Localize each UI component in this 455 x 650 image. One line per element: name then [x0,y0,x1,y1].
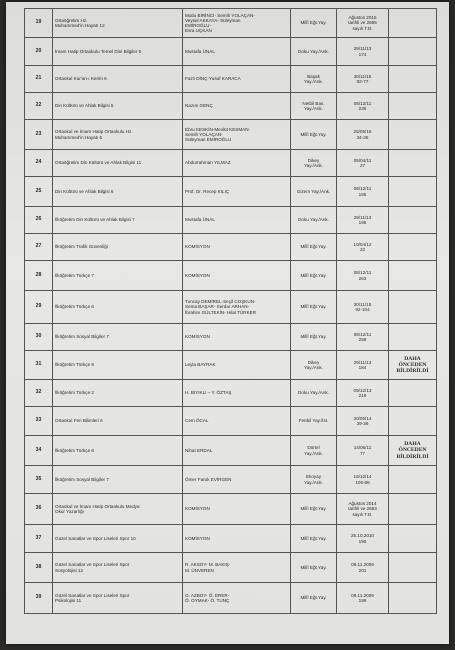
publisher-cell [291,234,337,261]
approval-date-line: 201 [358,567,367,573]
table-row [25,466,437,494]
approval-date-line: 263 [358,275,367,281]
table-row [25,9,437,38]
approval-date-line: 29/11/13 [353,214,372,220]
table-row [25,525,437,553]
approval-date-line: 08/12/11 [353,270,372,276]
approval-date-cell [337,436,389,466]
approval-date-cell [337,380,389,407]
publisher-cell [291,466,337,494]
row-number-cell: 28 [25,261,53,291]
approval-date-line: 27 [359,163,366,168]
book-title-cell [53,177,183,207]
authors-line: KOMİSYON [185,506,210,512]
book-title-line: İlköğretim Trafik Güvenliği [55,244,108,250]
note-cell [389,234,437,261]
authors-cell [183,150,291,177]
book-title-cell [53,407,183,436]
approval-date-cell [337,9,389,38]
approval-date-line: 30/11/15 [353,301,372,307]
row-number-cell: 33 [25,407,53,436]
approval-date-line: sayılı T.D. [352,25,373,31]
row-number-cell: 20 [25,38,53,66]
authors-line: Ö. OYMAK- Ö. TUNÇ [185,598,230,603]
approval-date-line: 22 [359,247,366,252]
row-number-cell: 36 [25,494,53,525]
note-line: ÖNCEDEN [398,361,427,368]
note-line: ÖNCEDEN [398,447,427,454]
publisher-line: Netbil Bas. [302,100,325,106]
approval-date-cell [337,351,389,380]
authors-line: Nihat ERDAL [185,447,213,453]
note-line: BİLDİRİLDİ [396,368,429,375]
publisher-line: Ekoyay [305,474,322,480]
book-title-line: Güzel Sanatlar ve Spor Liseleri Spor [55,592,130,598]
authors-cell [183,436,291,466]
book-title-line: Ortaokul ve İmam Hatip Ortaokulu Hz. [55,129,133,135]
book-title-cell [53,466,183,494]
note-cell [389,291,437,324]
book-title-line: Ortaöğretim Hz. [55,17,88,23]
approval-date-cell [337,120,389,150]
publisher-line: Millî Eğt.Yay. [300,304,327,310]
authors-line: Ebru KESKİN-Mevlüt KESMAN- [185,126,251,132]
book-title-line: İlköğretim Türkçe 7 [55,272,94,278]
authors-line: KOMİSYON [185,535,210,541]
table-row [25,291,437,324]
approval-date-cell [337,324,389,351]
approval-date-line: 06/12/11 [353,331,372,337]
approval-date-cell [337,553,389,583]
publisher-cell [291,207,337,234]
note-cell [389,351,437,380]
publisher-line: Dikey [307,359,320,365]
book-title-line: Din Kültürü ve Ahlak Bilgisi 5 [55,103,114,109]
book-title-line: İlköğretim Türkçe 6 [55,447,94,453]
approval-date-cell [337,466,389,494]
publisher-line: Yay./Ank. [304,106,323,111]
authors-cell [183,38,291,66]
book-title-cell [53,525,183,553]
book-title-line: Ortaokul Kur'an-ı Kerim 6 [55,76,107,82]
publisher-line: Doku Yay./Ank. [298,390,329,396]
publisher-line: Başak [307,73,320,79]
publisher-line: Millî Eğt.Yay. [300,334,327,340]
book-title-cell [53,38,183,66]
publisher-cell [291,177,337,207]
approval-date-line: 34-35 [356,134,369,140]
approval-date-line: 92-77 [356,79,369,84]
approval-date-line: 195 [358,220,367,225]
authors-line: O. AZBOY- Ö. ERER- [185,592,230,598]
approval-date-line: 09/12/13 [353,387,372,393]
publisher-line: Yay./Ank. [304,479,323,485]
publisher-line: Millî Eğt.Yay. [300,535,327,541]
publisher-line: Millî Eğt.Yay. [300,20,327,26]
book-title-cell [53,9,183,38]
row-number-cell: 23 [25,120,53,150]
book-title-cell [53,234,183,261]
note-line: BİLDİRİLDİ [396,453,429,460]
approval-date-line: 08/12/11 [353,100,372,106]
note-line: DAHA [404,441,421,448]
note-cell [389,324,437,351]
publisher-line: Yay./Ank. [304,163,323,168]
approval-date-line: Ağustos 2014 [348,501,377,507]
authors-line: Semih YOLAÇAN- [185,131,223,137]
publisher-cell [291,93,337,120]
authors-cell [183,234,291,261]
authors-cell [183,291,291,324]
book-title-cell [53,93,183,120]
book-title-line: İlköğretim Türkçe 2 [55,390,94,396]
publisher-line: Yay./Ank. [304,450,323,456]
authors-line: KOMİSYON [185,272,210,278]
approval-date-line: tarihli ve 2695 [348,20,377,26]
publisher-line: Millî Eğt.Yay. [300,244,327,250]
authors-cell [183,9,291,38]
note-cell [389,207,437,234]
authors-cell [183,207,291,234]
approval-date-line: 10/04/12 [353,241,372,247]
authors-line: Mutlu BİRİNCİ- Semih YOLAÇAN- [185,12,255,18]
table-row [25,324,437,351]
approval-date-line: 16/12/14 [353,474,372,480]
approval-date-cell [337,177,389,207]
authors-line: Mustafa ÜNAL [185,48,215,54]
publisher-line: Gizem Yay./Ank. [296,188,331,194]
authors-cell [183,583,291,614]
table-body [25,9,437,614]
authors-line: Tuncay DEMİREL-Seçil COŞKUN- [185,299,256,305]
note-cell [389,120,437,150]
approval-date-line: 29/11/13 [353,359,372,365]
note-cell [389,583,437,614]
authors-line: H. BIYIKLI – Y. ÖZTAŞ [185,390,232,396]
note-cell [389,436,437,466]
approval-date-line: sayılı T.D. [352,511,373,517]
authors-line: KOMİSYON [185,334,210,340]
table-row [25,150,437,177]
approval-date-line: 30/05/14 [353,415,372,421]
note-cell [389,380,437,407]
approval-date-line: 219 [358,393,367,398]
publisher-cell [291,38,337,66]
approval-date-line: 06/12/11 [353,186,372,192]
note-cell [389,66,437,93]
publisher-cell [291,120,337,150]
book-title-cell [53,66,183,93]
note-cell [389,93,437,120]
authors-line: Abdurrahman YILMAZ [185,160,231,166]
approval-date-line: 236 [358,106,367,111]
authors-cell [183,553,291,583]
table-row [25,583,437,614]
authors-line: Cem ÖCAL [185,418,209,424]
authors-line: Süleyman EMİROĞLU [185,137,232,143]
approval-date-line: 39-36 [356,421,369,426]
book-title-line: Güzel Sanatlar ve Spor Liseleri Spor [55,562,130,568]
publisher-line: Doku Yay./Ank. [298,217,329,223]
publisher-cell [291,494,337,525]
approval-date-line: 184 [358,365,367,370]
authors-line: Leyla BAYRAK [185,362,216,368]
authors-line: R. AKSOY- M. BAKIŞ- [185,562,231,568]
authors-line: İbrahim GÜLTEKİN- Hilal TÜRKER [185,309,257,315]
approval-date-line: 05/04/11 [353,157,372,163]
book-title-line: Güzel Sanatlar ve Spor Liseleri Spor 10 [55,535,136,541]
book-title-cell [53,291,183,324]
document-page [6,2,449,644]
publisher-line: Millî Eğt.Yay. [300,131,327,137]
note-cell [389,407,437,436]
book-title-line: İlköğretim Türkçe 6 [55,304,94,310]
approval-date-line: 106-88 [355,479,370,485]
book-title-line: İmam Hatip Ortaokulu Temel Dini Bilgiler 5 [55,48,142,54]
authors-cell [183,494,291,525]
approval-date-cell [337,407,389,436]
publisher-cell [291,553,337,583]
book-title-cell [53,120,183,150]
approval-date-cell [337,234,389,261]
authors-cell [183,407,291,436]
approval-date-cell [337,494,389,525]
note-cell [389,150,437,177]
publisher-line: Millî Eğt.Yay. [300,595,327,601]
approval-date-cell [337,93,389,120]
publisher-cell [291,261,337,291]
row-number-cell: 32 [25,380,53,407]
publisher-line: Yay./Ank. [304,365,323,370]
book-title-cell [53,436,183,466]
authors-line: Ömer Faruk EVİRGEN [185,476,232,482]
publisher-cell [291,351,337,380]
table-row [25,207,437,234]
approval-date-cell [337,291,389,324]
book-title-line: İlköğretim Sosyal Bilgiler 7 [55,476,109,482]
row-number-cell: 22 [25,93,53,120]
publisher-line: Dikey [307,157,320,163]
row-number-cell: 25 [25,177,53,207]
authors-line: Veysel AKKAYA- Süleyman [185,17,241,23]
book-title-line: Ortaöğretim Din Kültürü ve Ahlak Bilgisi 11 [55,160,142,166]
row-number-cell: 39 [25,583,53,614]
textbook-table [24,8,437,614]
row-number-cell: 31 [25,351,53,380]
row-number-cell: 30 [25,324,53,351]
approval-date-cell [337,150,389,177]
approval-date-line: 174 [358,51,367,57]
approval-date-line: tarihli ve 2683 [348,506,377,512]
book-title-line: Din Kültürü ve Ahlak Bilgisi 6 [55,188,114,194]
table-row [25,120,437,150]
row-number-cell: 19 [25,9,53,38]
book-title-cell [53,261,183,291]
note-cell [389,261,437,291]
approval-date-line: 199 [358,598,367,603]
authors-cell [183,351,291,380]
publisher-cell [291,150,337,177]
approval-date-line: 29/11/13 [353,46,372,52]
table-row [25,234,437,261]
book-title-cell [53,324,183,351]
publisher-cell [291,380,337,407]
book-title-cell [53,553,183,583]
row-number-cell: 29 [25,291,53,324]
table-row [25,261,437,291]
row-number-cell: 27 [25,234,53,261]
approval-date-line: 09.11.2009 [351,562,374,568]
row-number-cell: 21 [25,66,53,93]
book-title-line: Sosyolojisi 12 [55,567,84,573]
note-cell [389,553,437,583]
row-number-cell: 26 [25,207,53,234]
publisher-cell [291,583,337,614]
publisher-line: Dörtel [307,445,320,451]
approval-date-line: 30/11/15 [353,73,372,79]
note-cell [389,38,437,66]
approval-date-line: Ağustos 2015 [348,15,377,21]
authors-line: EMİROĞLU- [185,23,212,28]
book-title-cell [53,150,183,177]
table-row [25,436,437,466]
approval-date-line: 25.10.2010 [351,533,374,539]
authors-line: M. ÜNVEREN [185,567,214,573]
authors-cell [183,177,291,207]
publisher-cell [291,436,337,466]
table-row [25,93,437,120]
authors-cell [183,120,291,150]
publisher-cell [291,66,337,93]
book-title-line: Okur Yazarlığı [55,509,84,514]
approval-date-line: 92-104 [355,307,370,312]
book-title-line: Psikolojisi 11 [55,598,82,603]
approval-date-line: 25/05/15 [353,129,372,135]
authors-line: Esra UÇKAN [185,28,212,34]
publisher-line: Doku Yay./Ank. [298,48,329,54]
approval-date-cell [337,66,389,93]
table-row [25,380,437,407]
publisher-line: Millî Eğt.Yay. [300,564,327,570]
note-line: DAHA [404,355,421,362]
publisher-cell [291,291,337,324]
approval-date-line: 77 [359,450,366,456]
table-row [25,66,437,93]
approval-date-line: 09.11.2009 [351,592,374,598]
note-cell [389,466,437,494]
note-cell [389,494,437,525]
row-number-cell: 24 [25,150,53,177]
authors-cell [183,525,291,553]
book-title-line: İlköğretim Din Kültürü ve Ahlak Bilgisi 7 [55,217,135,223]
authors-cell [183,261,291,291]
table-row [25,494,437,525]
book-title-cell [53,351,183,380]
table-row [25,351,437,380]
authors-cell [183,466,291,494]
book-title-cell [53,583,183,614]
authors-cell [183,93,291,120]
approval-date-line: 258 [358,337,367,342]
book-title-line: İlköğretim Sosyal Bilgiler 7 [55,334,109,340]
approval-date-cell [337,38,389,66]
row-number-cell: 38 [25,553,53,583]
authors-cell [183,380,291,407]
authors-line: Sema BAŞAR- Serdar ARHAN- [185,304,250,310]
authors-cell [183,66,291,93]
book-title-line: Muhammed'in Hayatı 6 [55,134,103,140]
publisher-cell [291,407,337,436]
publisher-line: Fenbil Yay./İst. [298,418,329,424]
publisher-cell [291,324,337,351]
book-title-line: Muhammed'in Hayatı 12 [55,23,105,28]
approval-date-line: 14/06/11 [353,445,372,451]
book-title-cell [53,380,183,407]
table-row [25,177,437,207]
publisher-line: Millî Eğt.Yay. [300,272,327,278]
publisher-line: Yay./Ank. [304,79,323,84]
book-title-line: Ortaokul Fen Bilimleri 6 [55,418,103,424]
approval-date-cell [337,525,389,553]
publisher-line: Millî Eğt.Yay. [300,506,327,512]
authors-line: Prof. Dr. Recep KILIÇ [185,188,230,194]
book-title-cell [53,207,183,234]
authors-line: Mustafa ÜNAL [185,217,215,223]
publisher-cell [291,9,337,38]
book-title-cell [53,494,183,525]
publisher-cell [291,525,337,553]
table-row [25,38,437,66]
note-cell [389,525,437,553]
approval-date-cell [337,583,389,614]
authors-line: KOMİSYON [185,244,210,250]
table-row [25,407,437,436]
note-cell [389,9,437,38]
row-number-cell: 37 [25,525,53,553]
note-cell [389,177,437,207]
authors-line: Fazlı DİNÇ-Yusuf KARACA [185,76,241,82]
row-number-cell: 35 [25,466,53,494]
authors-line: Nazım GENÇ [185,103,213,109]
approval-date-line: 185 [358,191,367,197]
table-row [25,553,437,583]
book-title-line: Ortaokul ve İmam Hatip Ortaokulu Medya [55,503,140,509]
row-number-cell: 34 [25,436,53,466]
approval-date-cell [337,261,389,291]
approval-date-line: 190 [358,538,367,544]
book-title-line: İlköğretim Türkçe 8 [55,362,94,368]
approval-date-cell [337,207,389,234]
authors-cell [183,324,291,351]
